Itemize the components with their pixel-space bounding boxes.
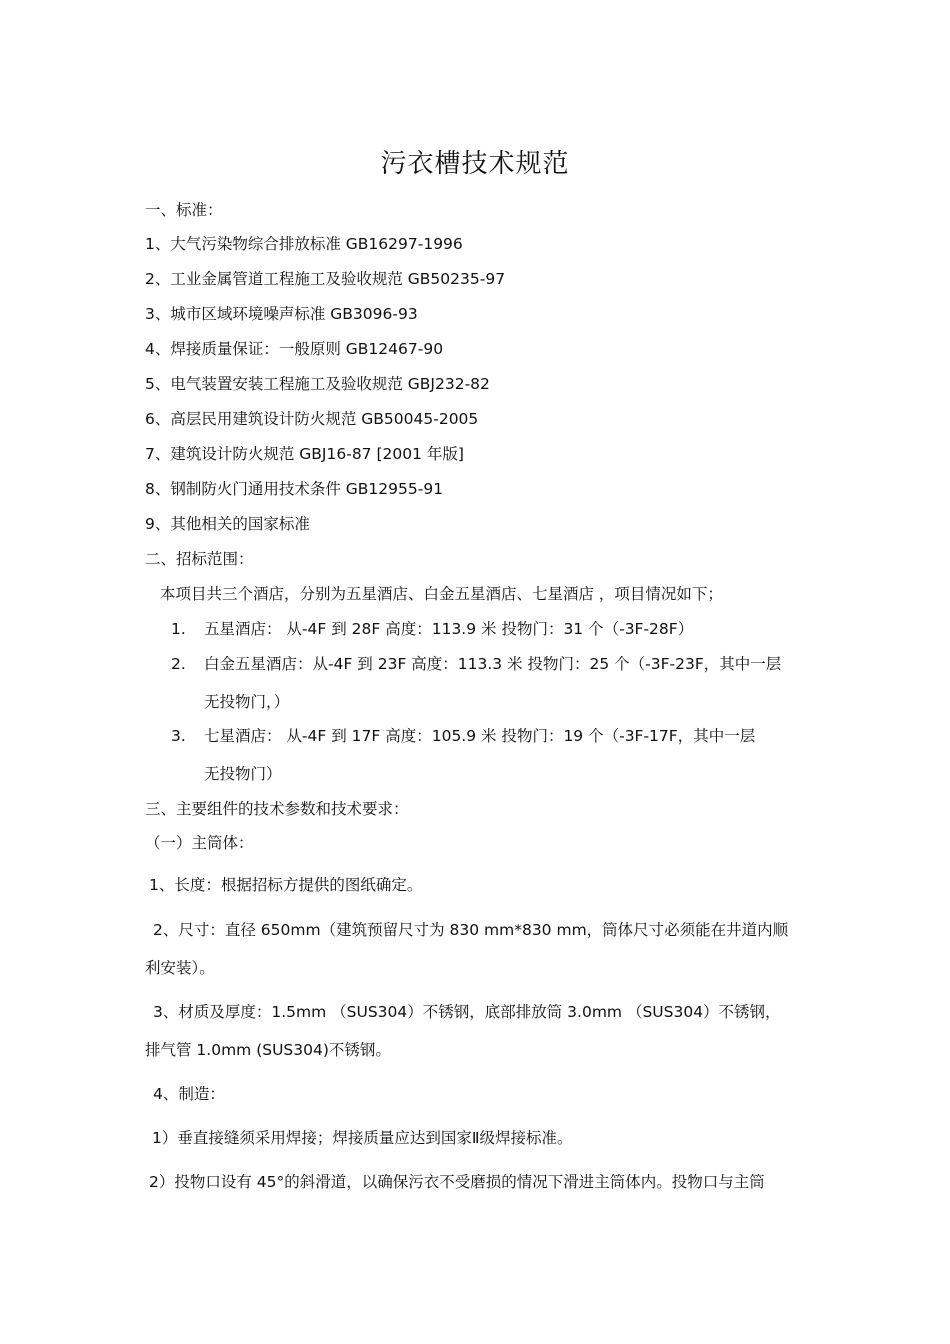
paragraph: 3、材质及厚度：1.5mm （SUS304）不锈钢，底部排放筒 3.0mm （SUS304）不锈钢， [153, 1003, 781, 1021]
standard-item: 6、高层民用建筑设计防火规范 GB50045-2005 [145, 410, 479, 428]
paragraph: 2）投物口设有 45°的斜滑道，以确保污衣不受磨损的情况下滑进主筒体内。投物口与主筒 [149, 1173, 765, 1191]
standard-item: 9、其他相关的国家标准 [145, 515, 310, 533]
hotel-detail: 白金五星酒店：从-4F 到 23F 高度：113.3 米 投物门：25 个（-3F-23F，其中一层 [204, 655, 782, 673]
standard-item: 4、焊接质量保证：一般原则 GB12467-90 [145, 340, 444, 358]
section-heading-scope: 二、招标范围： [145, 550, 254, 568]
paragraph-continued: 利安装）。 [145, 959, 215, 977]
hotel-detail-continued: 无投物门，） [204, 693, 290, 711]
hotel-number: 1. [171, 620, 186, 638]
standard-item: 1、大气污染物综合排放标准 GB16297-1996 [145, 235, 463, 253]
standard-item: 7、建筑设计防火规范 GBJ16-87 [2001 年版] [145, 445, 464, 463]
subsection-heading: （一）主筒体： [145, 834, 254, 852]
section-heading-components: 三、主要组件的技术参数和技术要求： [145, 800, 409, 818]
hotel-number: 3. [171, 727, 186, 745]
document-title: 污衣槽技术规范 [380, 149, 570, 179]
standard-item: 3、城市区域环境噪声标准 GB3096-93 [145, 305, 418, 323]
paragraph: 1、长度：根据招标方提供的图纸确定。 [149, 876, 423, 894]
scope-intro: 本项目共三个酒店，分别为五星酒店、白金五星酒店、七星酒店 ，项目情况如下； [160, 585, 723, 603]
standard-item: 5、电气装置安装工程施工及验收规范 GBJ232-82 [145, 375, 490, 393]
hotel-detail: 七星酒店： 从-4F 到 17F 高度：105.9 米 投物门：19 个（-3F-17F，其中一层 [204, 727, 756, 745]
section-heading-standards: 一、标准： [145, 201, 223, 219]
paragraph-continued: 排气管 1.0mm (SUS304)不锈钢。 [145, 1041, 391, 1059]
hotel-detail: 五星酒店： 从-4F 到 28F 高度：113.9 米 投物门：31 个（-3F-28F） [204, 620, 694, 638]
paragraph: 1）垂直接缝须采用焊接；焊接质量应达到国家Ⅱ级焊接标准。 [152, 1129, 573, 1147]
standard-item: 2、工业金属管道工程施工及验收规范 GB50235-97 [145, 270, 506, 288]
paragraph: 2、尺寸：直径 650mm（建筑预留尺寸为 830 mm*830 mm，筒体尺寸必须能在井道内顺 [153, 921, 789, 939]
hotel-detail-continued: 无投物门） [204, 765, 282, 783]
paragraph: 4、制造： [153, 1085, 225, 1103]
standard-item: 8、钢制防火门通用技术条件 GB12955-91 [145, 480, 444, 498]
hotel-number: 2. [171, 655, 186, 673]
